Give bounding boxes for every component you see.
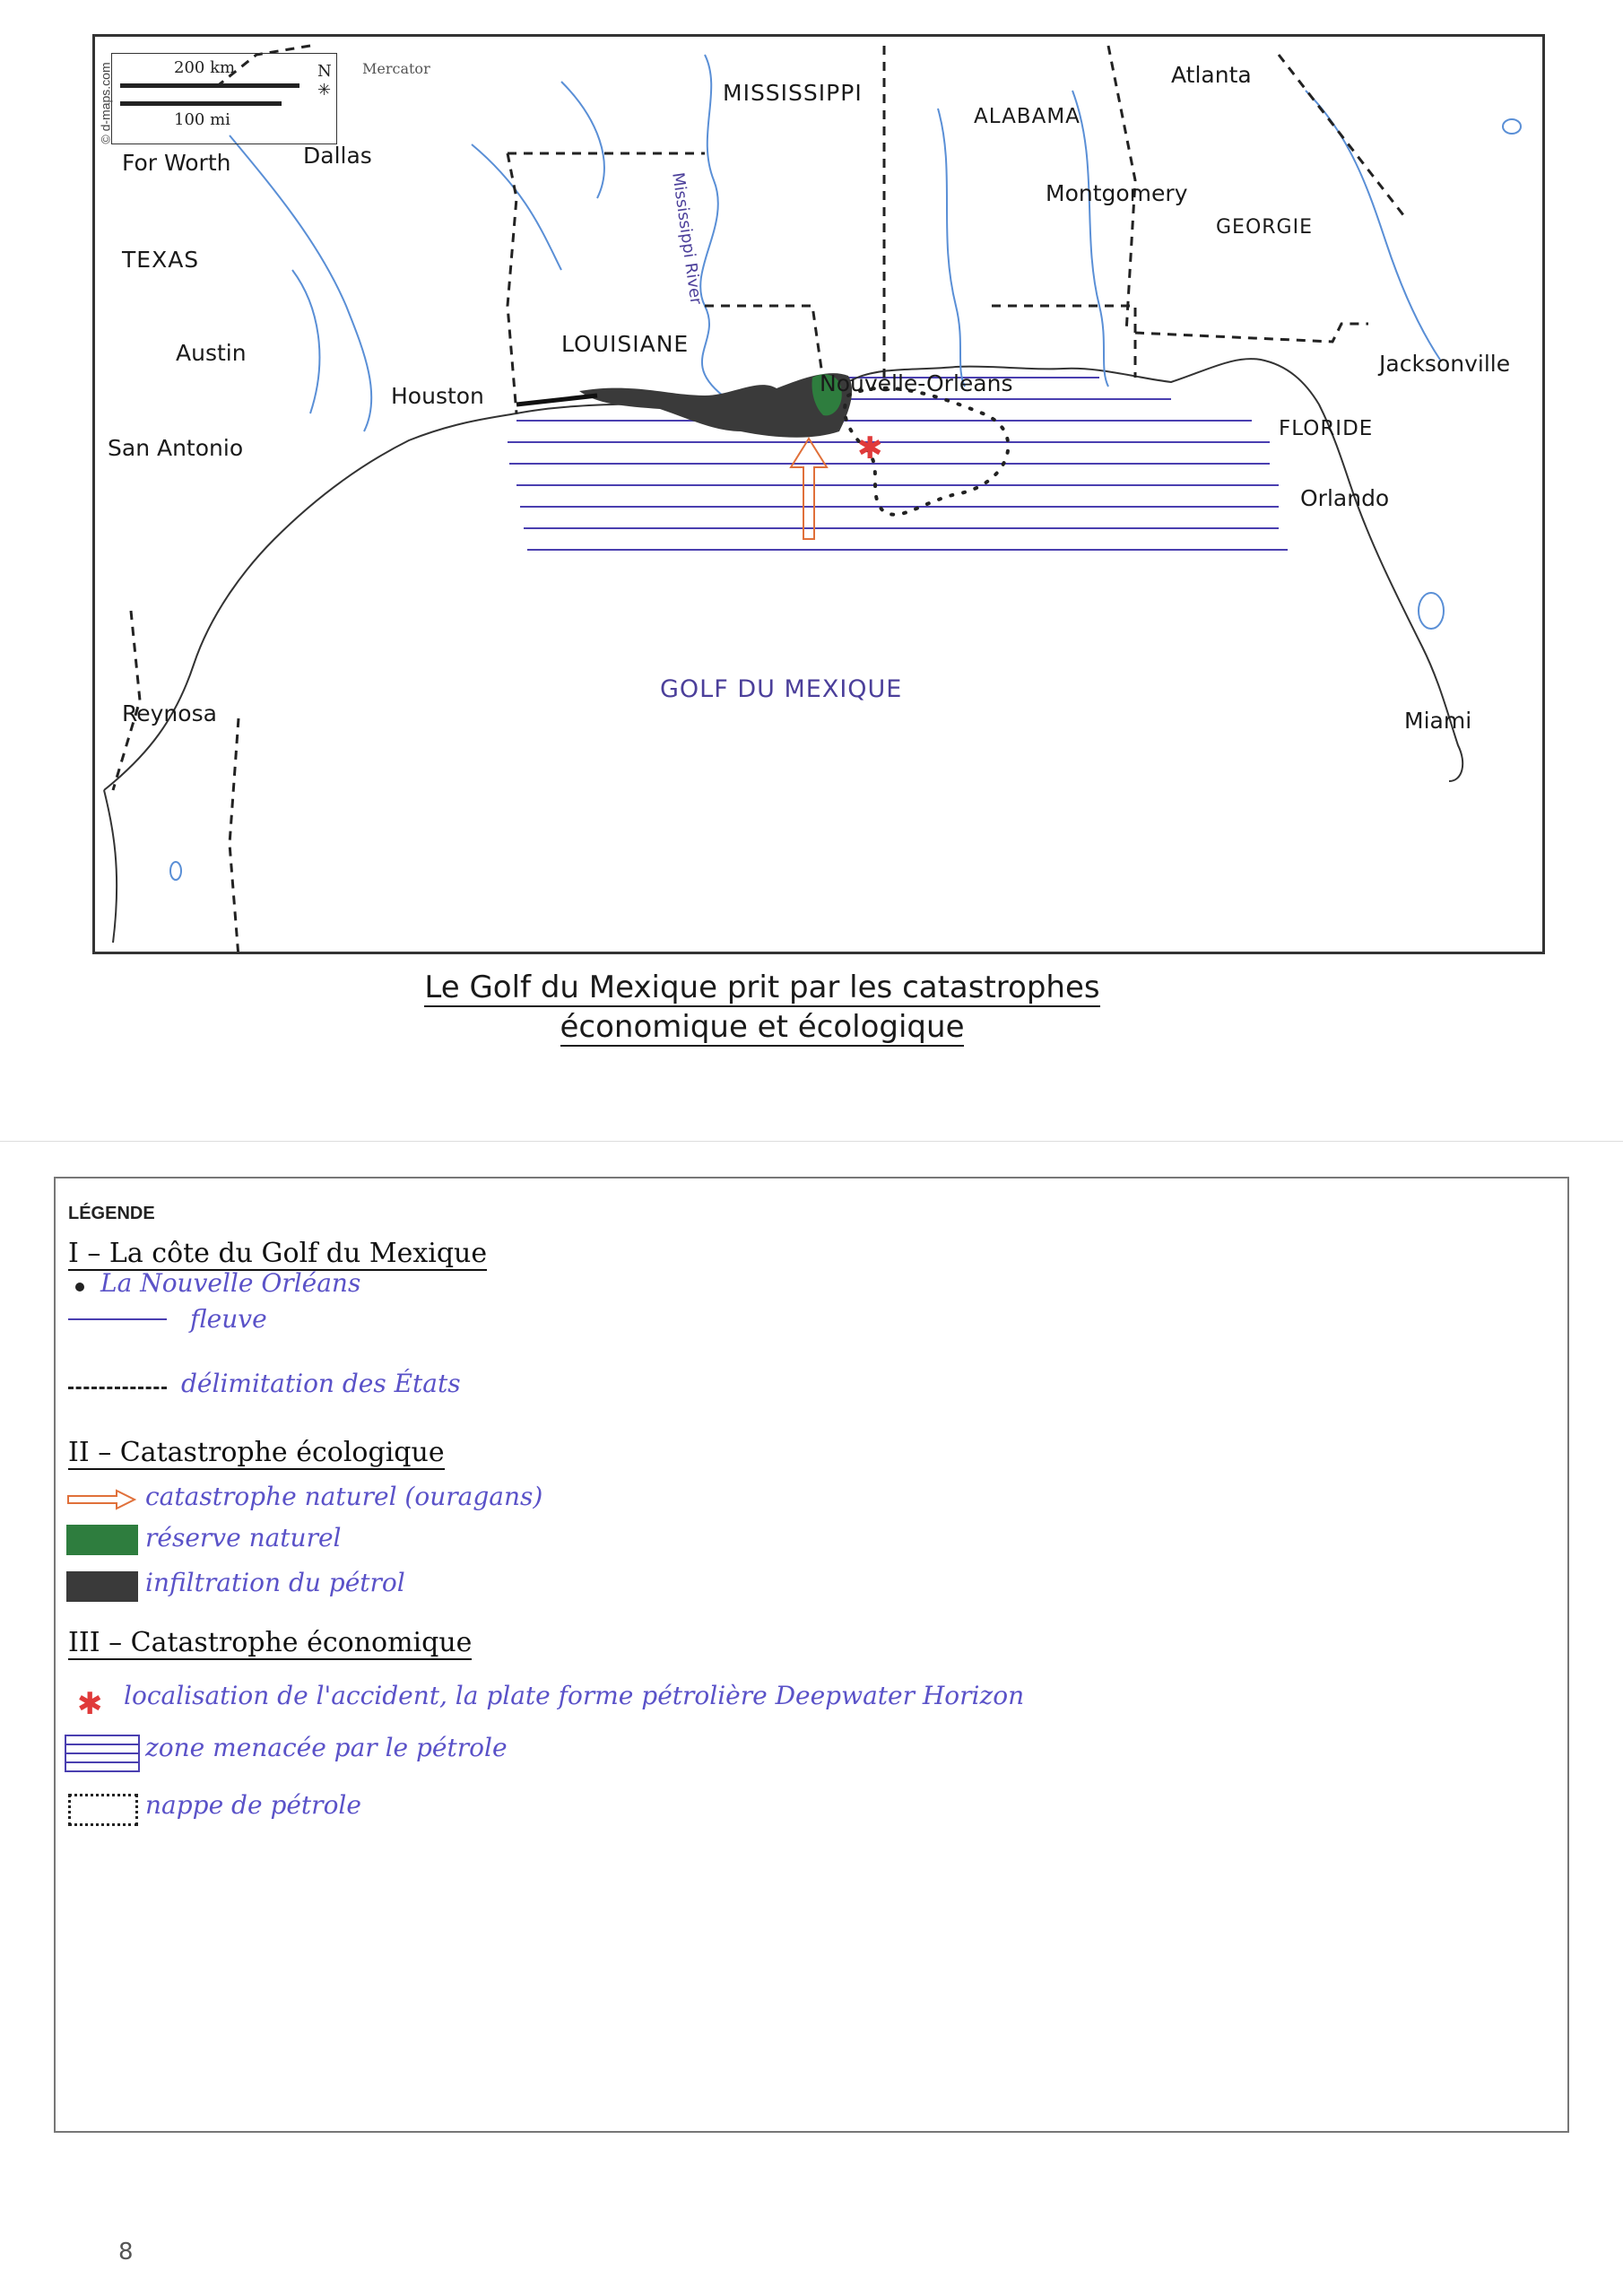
label-houston: Houston	[391, 383, 484, 409]
label-atlanta: Atlanta	[1171, 62, 1252, 88]
legend-title: LÉGENDE	[68, 1204, 155, 1223]
label-nouvelle-orleans: Nouvelle-Orleans	[820, 370, 1013, 396]
reserve-swatch	[66, 1525, 138, 1555]
mexico-coast-south	[104, 790, 117, 943]
north-arrow-icon: N ✳	[317, 62, 332, 100]
projection-label: Mercator	[362, 60, 430, 77]
label-texas: TEXAS	[122, 247, 200, 273]
legend-section-2-heading: II – Catastrophe écologique	[68, 1437, 445, 1468]
label-gulf-of-mexico: GOLF DU MEXIQUE	[660, 675, 903, 703]
scale-km: 200 km	[174, 58, 236, 77]
label-montgomery: Montgomery	[1046, 180, 1188, 206]
page-fold	[0, 1141, 1623, 1142]
oil-coast-line	[516, 396, 597, 404]
accident-marker: ✱	[857, 430, 883, 466]
hurricane-arrow	[791, 439, 827, 539]
legend-item-river: fleuve	[190, 1304, 267, 1334]
page-number: 8	[118, 2239, 134, 2266]
label-alabama: ALABAMA	[974, 105, 1081, 128]
legend-item-reserve: réserve naturel	[145, 1523, 342, 1552]
map-title-line1: Le Golf du Mexique prit par les catastrophes	[424, 970, 1100, 1005]
label-louisiane: LOUISIANE	[561, 331, 690, 357]
legend-item-oil-slick: nappe de pétrole	[145, 1790, 361, 1820]
legend-item-threat-zone: zone menacée par le pétrole	[145, 1733, 508, 1762]
oil-slick-icon	[68, 1794, 138, 1826]
label-floride: FLORIDE	[1279, 417, 1374, 440]
accident-icon: ✱	[77, 1686, 103, 1722]
label-reynosa: Reynosa	[122, 700, 217, 726]
map-title	[395, 969, 1130, 1047]
state-border-icon	[68, 1387, 167, 1389]
label-mississippi-river: Mississippi River	[668, 171, 706, 306]
label-san-antonio: San Antonio	[108, 435, 244, 461]
map-title-line2: économique et écologique	[560, 1008, 965, 1045]
hurricane-arrow-icon	[66, 1489, 138, 1510]
legend-item-hurricane: catastrophe naturel (ouragans)	[145, 1482, 543, 1511]
legend-box	[54, 1177, 1569, 2133]
label-miami: Miami	[1404, 708, 1472, 734]
label-dallas: Dallas	[303, 143, 372, 169]
legend-item-oil: infiltration du pétrol	[145, 1568, 405, 1597]
city-dot-icon	[75, 1283, 84, 1292]
label-austin: Austin	[176, 340, 247, 366]
legend-section-3-heading: III – Catastrophe économique	[68, 1627, 473, 1658]
map-frame	[92, 34, 1545, 954]
legend-item-accident: localisation de l'accident, la plate forme pétrolière Deepwater Horizon	[124, 1681, 1025, 1710]
legend-section-1-heading: I – La côte du Golf du Mexique	[68, 1238, 488, 1269]
label-mississippi: MISSISSIPPI	[723, 80, 863, 106]
label-orlando: Orlando	[1300, 485, 1390, 511]
label-fort-worth: For Worth	[122, 150, 231, 176]
scale-mi: 100 mi	[174, 110, 230, 129]
oil-infiltration-area	[579, 373, 852, 438]
river-line-icon	[68, 1318, 167, 1320]
map-credit: © d-maps.com	[98, 62, 113, 144]
legend-item-city: La Nouvelle Orléans	[100, 1268, 361, 1298]
legend-item-border: délimitation des États	[181, 1369, 461, 1398]
label-georgie: GEORGIE	[1216, 216, 1313, 239]
label-jacksonville: Jacksonville	[1379, 351, 1511, 377]
threat-zone-swatch	[65, 1735, 140, 1772]
oil-swatch	[66, 1571, 138, 1602]
state-borders	[113, 46, 1404, 954]
